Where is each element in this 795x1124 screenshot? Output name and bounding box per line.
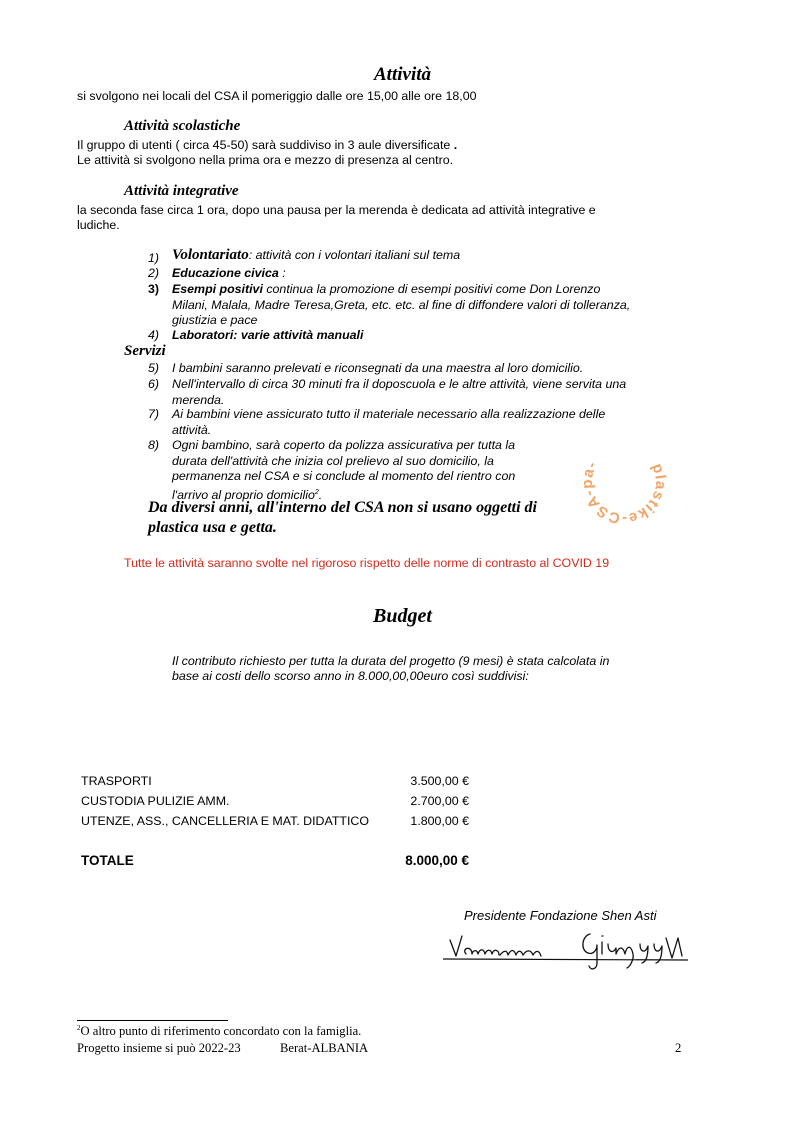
list-item-bold: Laboratori: varie attività manuali — [172, 328, 364, 342]
footnote-ref[interactable]: 2 — [314, 488, 319, 496]
scolastiche-line-1-text: Il gruppo di utenti ( circa 45-50) sarà suddiviso in 3 aule diversificate — [77, 138, 451, 152]
integrative-line-1: la seconda fase circa 1 ora, dopo una pausa per la merenda è dedicata ad attività integrative e — [77, 203, 596, 217]
footnote-text: O altro punto di riferimento concordato con la famiglia. — [80, 1024, 362, 1039]
budget-row-label: CUSTODIA PULIZIE AMM. — [81, 794, 230, 808]
budget-row-label: TRASPORTI — [81, 774, 152, 788]
subsection-title-scolastiche: Attività scolastiche — [124, 118, 241, 134]
budget-total-label: TOTALE — [81, 853, 134, 868]
list-item-text: Ai bambini viene assicurato tutto il materiale necessario alla realizzazione delle — [172, 407, 606, 421]
list-item-text: I bambini saranno prelevati e riconsegnati da una maestra al loro domicilio. — [172, 361, 584, 375]
list-number: 4) — [148, 328, 160, 342]
list-item-period: . — [318, 487, 323, 502]
page-number: 2 — [675, 1041, 682, 1055]
scolastiche-line-1 — [77, 137, 457, 153]
scolastiche-line-1-mark: . — [450, 138, 458, 152]
footnote-mark: 2 — [77, 1024, 81, 1032]
list-number: 6) — [148, 377, 160, 391]
integrative-line-2: ludiche. — [77, 218, 120, 232]
budget-row-amount: 1.800,00 € — [410, 814, 469, 828]
budget-row-amount: 2.700,00 € — [410, 794, 469, 808]
plastic-statement-line-1: Da diversi anni, all'interno del CSA non si usano oggetti di — [148, 499, 537, 516]
list-item-servizio-6 — [172, 377, 672, 408]
list-item-servizio-5 — [172, 361, 672, 377]
budget-total-amount: 8.000,00 € — [405, 853, 469, 868]
list-item-text: : attività con i volontari italiani sul tema — [248, 248, 461, 262]
footer-place: Berat-ALBANIA — [280, 1041, 369, 1055]
budget-intro-line-2: base ai costi dello scorso anno in 8.000,00,00euro così suddivisi: — [172, 669, 529, 683]
scolastiche-line-2: Le attività si svolgono nella prima ora e mezzo di presenza al centro. — [77, 153, 454, 167]
section-title-attivita: Attività — [374, 64, 431, 85]
footnote — [77, 1024, 361, 1039]
budget-row-amount: 3.500,00 € — [410, 774, 469, 788]
list-number: 2) — [148, 266, 160, 280]
budget-intro-line-1: Il contributo richiesto per tutta la durata del progetto (9 mesi) è stata calcolata in — [172, 654, 610, 668]
list-item-text: attività. — [172, 422, 212, 437]
list-item-text: : — [278, 266, 286, 280]
list-number: 3) — [148, 282, 160, 296]
list-item-text: Nell'intervallo di circa 30 minuti fra il doposcuola e le altre attività, viene servita una — [172, 377, 627, 391]
list-item-laboratori — [172, 328, 672, 344]
list-item-text: merenda. — [172, 392, 225, 407]
list-item-text: continua la promozione di esempi positivi come Don Lorenzo — [262, 282, 601, 296]
list-number: 5) — [148, 361, 160, 375]
footer-project: Progetto insieme si può 2022-23 — [77, 1041, 241, 1055]
list-number: 8) — [148, 438, 160, 452]
list-number: 1) — [148, 251, 160, 265]
list-item-text-end: l'arrivo al proprio domicilio — [172, 487, 315, 502]
list-item-text: durata dell'attività che inizia col prelievo al suo domicilio, la — [172, 453, 494, 468]
signature-role: Presidente Fondazione Shen Asti — [464, 908, 657, 923]
subsection-title-integrative: Attività integrative — [124, 183, 239, 199]
plastike-stamp-icon — [576, 434, 672, 530]
list-item-text: Milani, Malala, Madre Teresa,Greta, etc. etc. al fine di diffondere valori di tolleranza, — [172, 297, 631, 312]
budget-row-label: UTENZE, ASS., CANCELLERIA E MAT. DIDATTICO — [81, 814, 370, 828]
list-item-text: Ogni bambino, sarà coperto da polizza assicurativa per tutta la — [172, 438, 515, 452]
stamp-text: plastike-CSA-pa- — [578, 457, 670, 528]
list-number: 7) — [148, 407, 160, 421]
list-item-esempi — [172, 282, 672, 329]
footnote-separator — [77, 1020, 228, 1021]
list-item-text: permanenza nel CSA e si conclude al momento del rientro con — [172, 469, 516, 483]
plastic-statement-line-2: plastica usa e getta. — [148, 519, 277, 536]
covid-note: Tutte le attività saranno svolte nel rigoroso rispetto delle norme di contrasto al COVID 19 — [124, 556, 610, 570]
list-item-text: giustizia e pace — [172, 313, 258, 327]
subsection-title-servizi: Servizi — [124, 343, 166, 359]
attivita-text: si svolgono nei locali del CSA il pomeriggio dalle ore 15,00 alle ore 18,00 — [77, 89, 477, 103]
list-item-volontariato — [172, 248, 672, 264]
list-item-bold: Volontariato — [172, 247, 249, 263]
list-item-bold: Esempi positivi — [172, 282, 263, 296]
list-item-educazione — [172, 266, 672, 282]
section-title-budget: Budget — [373, 605, 432, 627]
list-item-bold: Educazione civica — [172, 266, 279, 280]
handwritten-signature-icon — [440, 928, 695, 976]
